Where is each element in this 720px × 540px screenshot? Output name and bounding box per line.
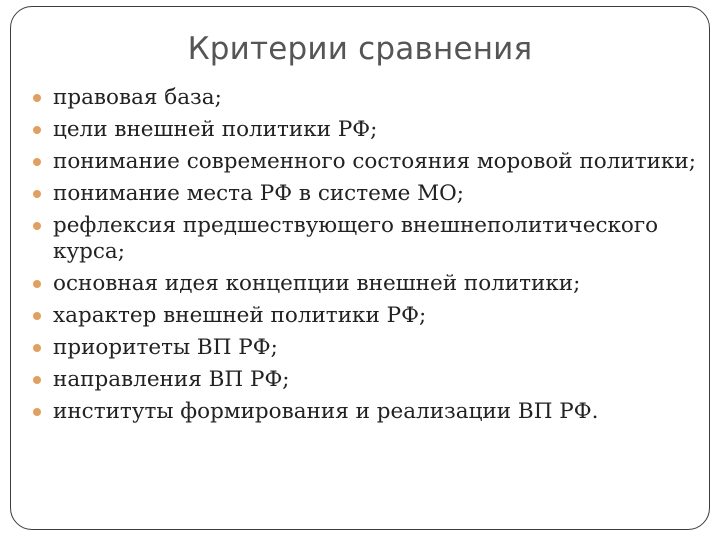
bullet-icon <box>33 344 41 352</box>
list-item-text: правовая база; <box>53 85 222 110</box>
list-item-text: цели внешней политики РФ; <box>53 117 378 142</box>
list-item <box>31 271 697 297</box>
list-item <box>31 367 697 393</box>
list-item <box>31 149 697 175</box>
list-item <box>31 85 697 111</box>
list-item <box>31 117 697 143</box>
slide-frame <box>10 6 710 530</box>
list-item-text: понимание места РФ в системе МО; <box>53 181 465 206</box>
bullet-icon <box>33 280 41 288</box>
bullet-icon <box>33 94 41 102</box>
list-item-text: институты формирования и реализации ВП РФ. <box>53 399 599 424</box>
list-item <box>31 303 697 329</box>
bullet-icon <box>33 408 41 416</box>
bullet-icon <box>33 376 41 384</box>
list-item-text: понимание современного состояния моровой политики; <box>53 149 696 174</box>
list-item <box>31 213 697 265</box>
bullet-icon <box>33 222 41 230</box>
list-item <box>31 399 697 425</box>
bullet-icon <box>33 158 41 166</box>
slide-title: Критерии сравнения <box>187 31 533 67</box>
list-item-text: характер внешней политики РФ; <box>53 303 427 328</box>
criteria-list <box>31 85 697 431</box>
list-item <box>31 181 697 207</box>
bullet-icon <box>33 190 41 198</box>
list-item-text: приоритеты ВП РФ; <box>53 335 278 360</box>
bullet-icon <box>33 126 41 134</box>
list-item <box>31 335 697 361</box>
list-item-text: рефлексия предшествующего внешнеполитического курса; <box>53 213 659 264</box>
bullet-icon <box>33 312 41 320</box>
list-item-text: направления ВП РФ; <box>53 367 290 392</box>
list-item-text: основная идея концепции внешней политики; <box>53 271 581 296</box>
